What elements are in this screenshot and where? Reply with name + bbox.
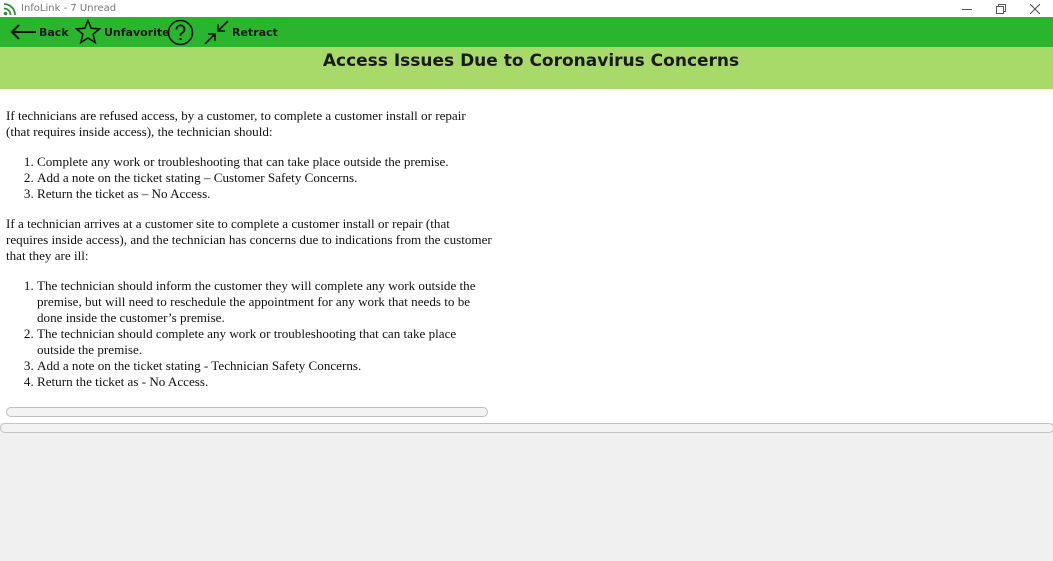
back-arrow-icon <box>10 23 37 41</box>
close-button[interactable] <box>1018 0 1052 17</box>
list-item: 3. Add a note on the ticket stating - Technician Safety Concerns. <box>37 358 492 374</box>
article-horizontal-scrollbar[interactable] <box>6 407 488 417</box>
toolbar <box>0 17 1053 47</box>
intro-paragraph-1: If technicians are refused access, by a customer, to complete a customer install or repair (that requires inside access), the technician should: <box>6 108 466 139</box>
unfavorite-button[interactable] <box>75 17 170 47</box>
intro-paragraph-2: If a technician arrives at a customer site to complete a customer install or repair (that requires inside access), and the technician has concerns due to indications from the customer that they are ill: <box>6 216 492 263</box>
title-bar <box>0 0 1053 17</box>
restore-icon <box>996 4 1006 14</box>
article-body <box>6 108 492 390</box>
back-label: Back <box>39 25 69 39</box>
question-circle-icon <box>167 19 194 46</box>
minimize-button[interactable] <box>950 0 984 17</box>
close-icon <box>1030 4 1040 14</box>
list-item: 2. Add a note on the ticket stating – Customer Safety Concerns. <box>37 170 492 186</box>
rss-feed-icon <box>3 2 17 16</box>
star-outline-icon <box>75 19 101 45</box>
article-content <box>0 89 1053 423</box>
retract-button[interactable] <box>203 17 278 47</box>
list-item: 1. Complete any work or troubleshooting that can take place outside the premise. <box>37 154 492 170</box>
back-button[interactable] <box>10 17 69 47</box>
list-item: 1. The technician should inform the customer they will complete any work outside the premise, but will need to reschedule the appointment for any work that needs to be done inside the customer’s premise. <box>37 278 492 326</box>
list-item: 4. Return the ticket as - No Access. <box>37 374 492 390</box>
steps-list-ill-customer <box>6 278 492 390</box>
window-title: InfoLink - 7 Unread <box>21 3 117 14</box>
retract-arrows-icon <box>203 19 230 46</box>
page-horizontal-scrollbar[interactable] <box>0 423 1053 433</box>
restore-button[interactable] <box>984 0 1018 17</box>
article-title: Access Issues Due to Coronavirus Concerns <box>322 51 740 71</box>
list-item: 2. The technician should complete any work or troubleshooting that can take place outside the premise. <box>37 326 492 358</box>
minimize-icon <box>962 4 972 14</box>
list-item: 3. Return the ticket as – No Access. <box>37 186 492 202</box>
article-title-banner <box>0 47 1053 89</box>
help-button[interactable] <box>167 17 194 47</box>
retract-label: Retract <box>232 25 278 39</box>
steps-list-refused-access <box>6 154 492 202</box>
unfavorite-label: Unfavorite <box>104 25 170 39</box>
